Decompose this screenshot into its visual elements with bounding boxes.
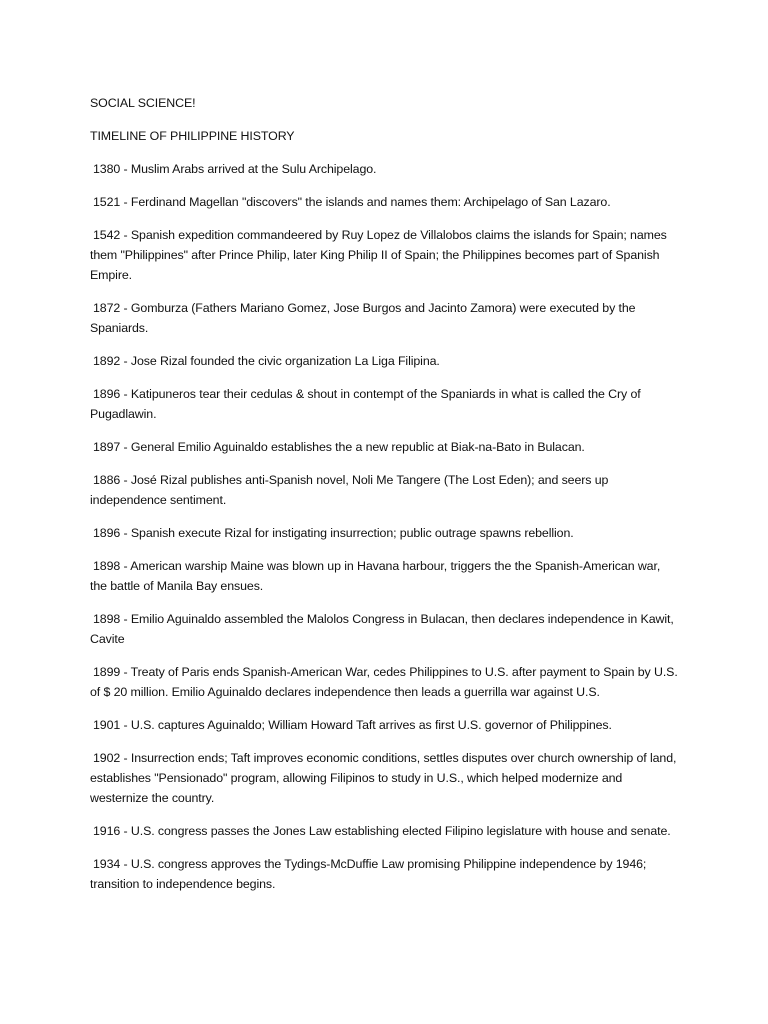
document-subtitle: TIMELINE OF PHILIPPINE HISTORY (90, 129, 295, 143)
timeline-entry-1934: 1934 - U.S. congress approves the Tydings-McDuffie Law promising Philippine independence by 1946; transition to independence begins. (90, 857, 647, 891)
timeline-entry-1899: 1899 - Treaty of Paris ends Spanish-American War, cedes Philippines to U.S. after payment to Spain by U.S. of $ 20 million. Emilio Aguinaldo declares independence then leads a guerrilla war against U.S. (90, 665, 678, 699)
document-title: SOCIAL SCIENCE! (90, 96, 196, 110)
document-body (90, 93, 680, 907)
timeline-entry-1521: 1521 - Ferdinand Magellan "discovers" the islands and names them: Archipelago of San Lazaro. (93, 195, 611, 209)
timeline-entry-1916: 1916 - U.S. congress passes the Jones Law establishing elected Filipino legislature with house and senate. (93, 824, 671, 838)
timeline-entry-1898-malolos: 1898 - Emilio Aguinaldo assembled the Malolos Congress in Bulacan, then declares independence in Kawit, Cavite (90, 612, 674, 646)
timeline-entry-1892: 1892 - Jose Rizal founded the civic organization La Liga Filipina. (93, 354, 440, 368)
timeline-entry-1872: 1872 - Gomburza (Fathers Mariano Gomez, Jose Burgos and Jacinto Zamora) were executed by the Spaniards. (90, 301, 636, 335)
timeline-entry-1897: 1897 - General Emilio Aguinaldo establishes the a new republic at Biak-na-Bato in Bulacan. (93, 440, 585, 454)
timeline-entry-1380: 1380 - Muslim Arabs arrived at the Sulu Archipelago. (93, 162, 377, 176)
timeline-entry-1542: 1542 - Spanish expedition commandeered by Ruy Lopez de Villalobos claims the islands for Spain; names them "Philippines" after Prince Philip, later King Philip II of Spain; the Philippines becomes part of Spanish Empire. (90, 228, 667, 282)
timeline-entry-1896-cry: 1896 - Katipuneros tear their cedulas & shout in contempt of the Spaniards in what is called the Cry of Pugadlawin. (90, 387, 641, 421)
timeline-entry-1896-rizal: 1896 - Spanish execute Rizal for instigating insurrection; public outrage spawns rebellion. (93, 526, 574, 540)
timeline-entry-1886: 1886 - José Rizal publishes anti-Spanish novel, Noli Me Tangere (The Lost Eden); and seers up independence sentiment. (90, 473, 609, 507)
timeline-entry-1902: 1902 - Insurrection ends; Taft improves economic conditions, settles disputes over church ownership of land, establishes "Pensionado" program, allowing Filipinos to study in U.S., which helped modernize and westernize the country. (90, 751, 677, 805)
timeline-entry-1898-maine: 1898 - American warship Maine was blown up in Havana harbour, triggers the the Spanish-American war, the battle of Manila Bay ensues. (90, 559, 661, 593)
timeline-entry-1901: 1901 - U.S. captures Aguinaldo; William Howard Taft arrives as first U.S. governor of Philippines. (93, 718, 612, 732)
